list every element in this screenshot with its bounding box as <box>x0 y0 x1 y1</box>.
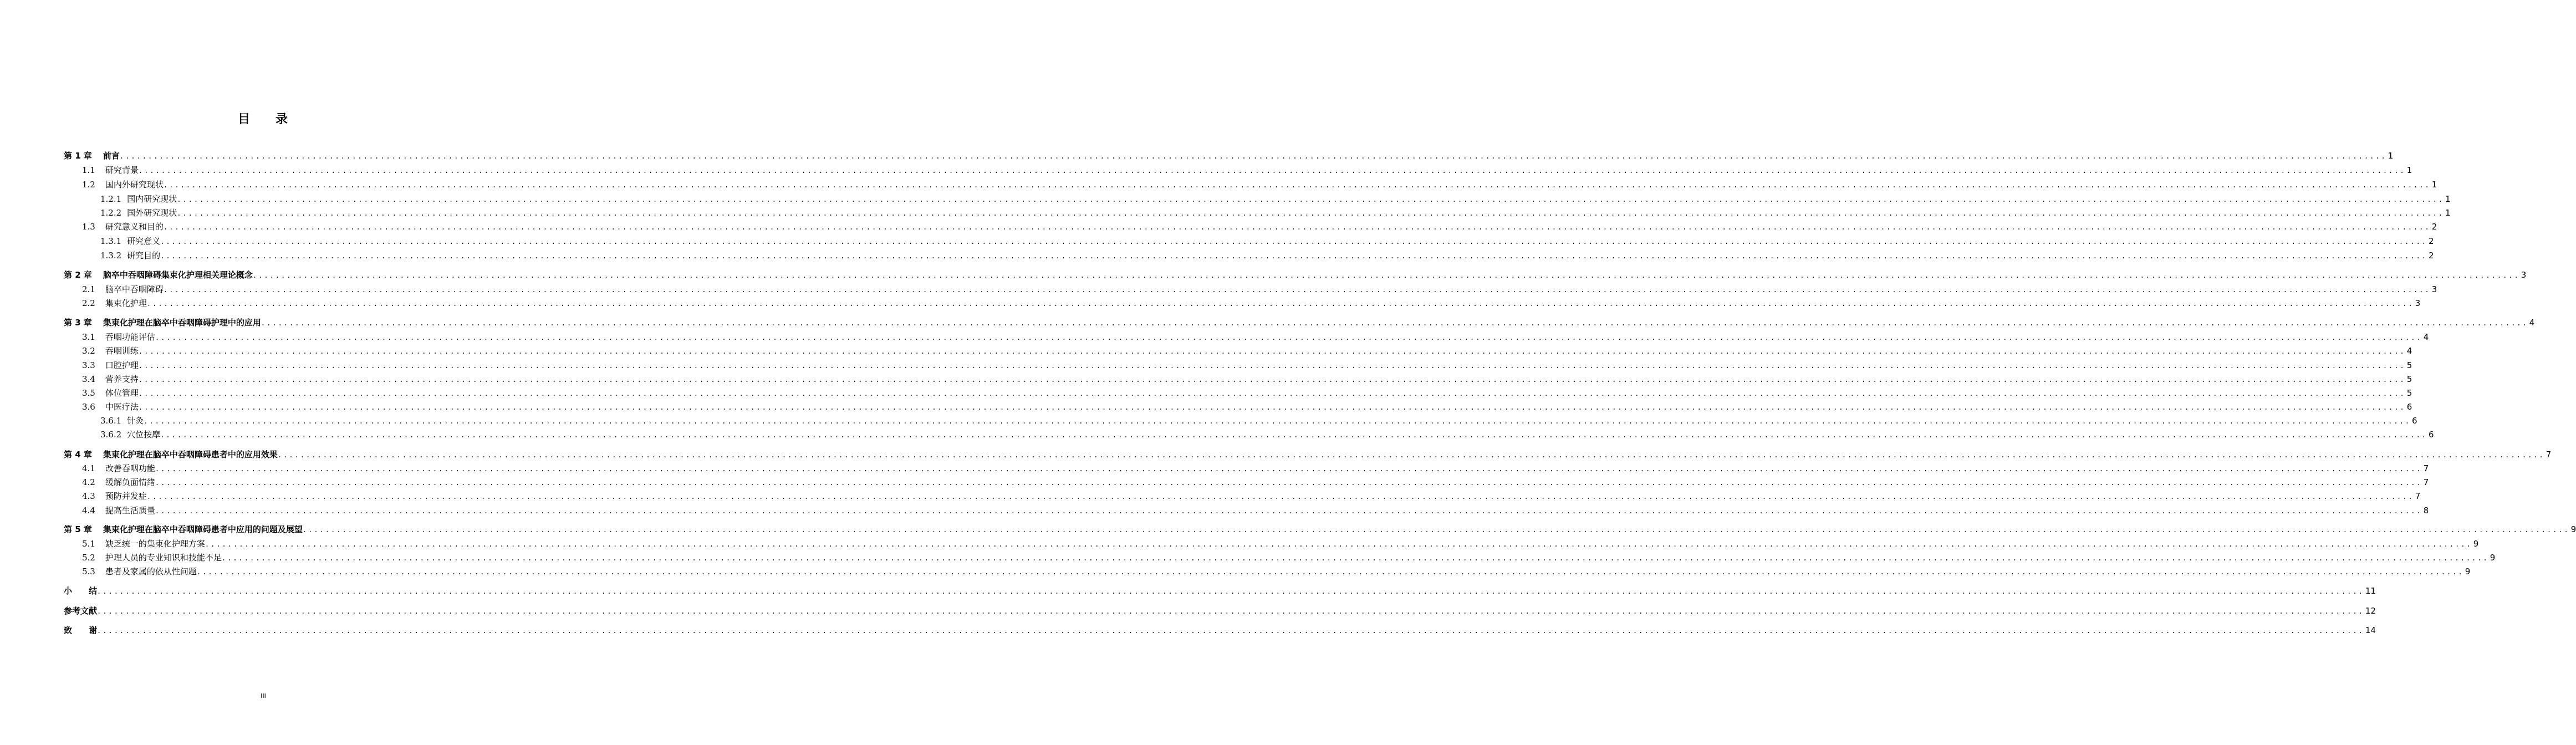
toc-entry-page: 5 <box>2406 374 2412 384</box>
toc-entry-page: 4 <box>2529 318 2535 328</box>
toc-entry-label: 护理人员的专业知识和技能不足 <box>105 553 222 563</box>
toc-entry[interactable] <box>64 538 2479 550</box>
toc-entry-number: 致 谢 <box>64 625 98 635</box>
toc-entry[interactable] <box>64 565 2471 578</box>
toc-entry[interactable] <box>64 164 2412 176</box>
toc-entry-number: 2.2 <box>82 298 95 308</box>
toc-dot-leader: ................................................................................................................................................................................................................................................................................................................................................................................................................ <box>155 334 2422 341</box>
toc-entry-label: 研究目的 <box>127 251 161 261</box>
toc-entry[interactable] <box>64 221 2437 233</box>
toc-entry[interactable] <box>64 235 2434 247</box>
toc-entry-label: 国内研究现状 <box>127 194 177 204</box>
toc-dot-leader: ................................................................................................................................................................................................................................................................................................................................................................................................................ <box>221 554 2489 562</box>
toc-entry-number: 第 3 章 <box>64 318 92 328</box>
toc-dot-leader: ................................................................................................................................................................................................................................................................................................................................................................................................................ <box>163 286 2431 294</box>
toc-entry-label: 前言 <box>103 151 120 161</box>
toc-entry-page: 9 <box>2570 524 2576 534</box>
toc-entry[interactable] <box>64 504 2429 517</box>
toc-dot-leader: ................................................................................................................................................................................................................................................................................................................................................................................................................ <box>146 300 2414 308</box>
toc-entry-number: 第 5 章 <box>64 524 92 534</box>
toc-entry-label: 集束化护理在脑卒中吞咽障碍患者中的应用效果 <box>103 450 278 460</box>
toc-entry-page: 2 <box>2429 251 2434 261</box>
toc-entry-number: 第 1 章 <box>64 151 92 161</box>
toc-entry-page: 14 <box>2365 625 2376 635</box>
toc-entry[interactable] <box>64 552 2496 564</box>
toc-entry-number: 3.6 <box>82 402 95 412</box>
toc-entry-number: 3.6.1 <box>100 416 122 426</box>
toc-entry-number: 4.1 <box>82 463 95 473</box>
toc-entry-page: 2 <box>2429 236 2434 246</box>
toc-dot-leader: ................................................................................................................................................................................................................................................................................................................................................................................................................ <box>177 210 2445 217</box>
toc-entry[interactable] <box>64 207 2451 219</box>
toc-entry[interactable] <box>64 269 2527 281</box>
toc-entry-number: 1.2 <box>82 180 95 190</box>
toc-entry-label: 吞咽功能评估 <box>105 332 155 342</box>
toc-entry-number: 1.1 <box>82 165 95 175</box>
toc-entry-label: 口腔护理 <box>105 360 139 370</box>
toc-dot-leader: ................................................................................................................................................................................................................................................................................................................................................................................................................ <box>119 152 2387 160</box>
toc-entry-page: 1 <box>2406 165 2412 175</box>
toc-entry[interactable] <box>64 415 2417 427</box>
toc-entry-number: 3.3 <box>82 360 95 370</box>
toc-entry-number: 2.1 <box>82 284 95 294</box>
toc-entry[interactable] <box>64 331 2429 343</box>
toc-entry-page: 4 <box>2423 332 2429 342</box>
toc-entry-number: 1.3 <box>82 222 95 232</box>
toc-dot-leader: ................................................................................................................................................................................................................................................................................................................................................................................................................ <box>138 362 2406 370</box>
toc-entry-page: 3 <box>2431 284 2437 294</box>
toc-entry-page: 6 <box>2412 416 2417 426</box>
toc-entry[interactable] <box>64 249 2434 262</box>
toc-entry[interactable] <box>64 585 2376 597</box>
toc-entry[interactable] <box>64 359 2412 371</box>
toc-dot-leader: ................................................................................................................................................................................................................................................................................................................................................................................................................ <box>302 526 2570 534</box>
toc-entry-page: 12 <box>2365 606 2376 616</box>
toc-entry[interactable] <box>64 150 2394 162</box>
toc-entry-number: 4.2 <box>82 477 95 487</box>
toc-entry-page: 8 <box>2423 506 2429 516</box>
toc-dot-leader: ................................................................................................................................................................................................................................................................................................................................................................................................................ <box>277 451 2545 459</box>
toc-entry[interactable] <box>64 283 2437 295</box>
page-title <box>0 110 527 127</box>
toc-entry-page: 11 <box>2365 586 2376 596</box>
toc-dot-leader: ................................................................................................................................................................................................................................................................................................................................................................................................................ <box>155 479 2422 487</box>
toc-dot-leader: ................................................................................................................................................................................................................................................................................................................................................................................................................ <box>177 196 2445 203</box>
toc-entry-page: 4 <box>2406 346 2412 356</box>
toc-entry[interactable] <box>64 624 2376 636</box>
toc-entry-number: 5.2 <box>82 553 95 563</box>
toc-dot-leader: ................................................................................................................................................................................................................................................................................................................................................................................................................ <box>252 272 2520 279</box>
toc-dot-leader: ................................................................................................................................................................................................................................................................................................................................................................................................................ <box>97 588 2364 595</box>
toc-entry-number: 4.4 <box>82 506 95 516</box>
toc-entry-number: 第 2 章 <box>64 270 92 280</box>
toc-entry[interactable] <box>64 476 2429 488</box>
toc-dot-leader: ................................................................................................................................................................................................................................................................................................................................................................................................................ <box>160 252 2428 260</box>
toc-entry-number: 3.4 <box>82 374 95 384</box>
toc-entry[interactable] <box>64 401 2412 413</box>
toc-entry-label: 国内外研究现状 <box>105 180 164 190</box>
toc-entry[interactable] <box>64 373 2412 385</box>
toc-dot-leader: ................................................................................................................................................................................................................................................................................................................................................................................................................ <box>138 167 2406 175</box>
toc-entry-label: 集束化护理在脑卒中吞咽障碍患者中应用的问题及展望 <box>103 524 303 534</box>
toc-entry[interactable] <box>64 345 2412 357</box>
toc-entry-page: 9 <box>2473 539 2479 549</box>
toc-entry-number: 4.3 <box>82 491 95 501</box>
toc-dot-leader: ................................................................................................................................................................................................................................................................................................................................................................................................................ <box>144 417 2411 425</box>
toc-entry-page: 7 <box>2546 450 2552 460</box>
toc-entry-label: 国外研究现状 <box>127 208 177 218</box>
toc-entry-label: 研究意义 <box>127 236 161 246</box>
title-char-1: 目 <box>237 113 251 126</box>
toc-entry-label: 缺乏统一的集束化护理方案 <box>105 539 205 549</box>
toc-dot-leader: ................................................................................................................................................................................................................................................................................................................................................................................................................ <box>97 608 2364 615</box>
toc-entry[interactable] <box>64 387 2412 399</box>
toc-entry-label: 集束化护理在脑卒中吞咽障碍护理中的应用 <box>103 318 261 328</box>
toc-entry-page: 5 <box>2406 388 2412 398</box>
toc-entry-page: 7 <box>2415 491 2421 501</box>
toc-entry-label: 吞咽训练 <box>105 346 139 356</box>
toc-entry-number: 3.1 <box>82 332 95 342</box>
toc-entry-page: 9 <box>2465 567 2471 576</box>
toc-entry-page: 9 <box>2490 553 2496 563</box>
toc-entry-label: 患者及家属的依从性问题 <box>105 567 197 576</box>
toc-entry-page: 3 <box>2521 270 2527 280</box>
toc-dot-leader: ................................................................................................................................................................................................................................................................................................................................................................................................................ <box>138 390 2406 397</box>
toc-entry[interactable] <box>64 462 2429 474</box>
toc-entry-page: 2 <box>2431 222 2437 232</box>
title-char-2: 录 <box>276 113 289 126</box>
toc-entry-label: 脑卒中吞咽障碍集束化护理相关理论概念 <box>103 270 253 280</box>
toc-entry-label: 针灸 <box>127 416 144 426</box>
toc-entry-number: 1.2.1 <box>100 194 122 204</box>
toc-entry-page: 1 <box>2388 151 2394 161</box>
toc-dot-leader: ................................................................................................................................................................................................................................................................................................................................................................................................................ <box>155 507 2422 515</box>
toc-entry-number: 小 结 <box>64 586 98 596</box>
toc-entry-page: 1 <box>2445 194 2451 204</box>
toc-dot-leader: ................................................................................................................................................................................................................................................................................................................................................................................................................ <box>146 493 2414 501</box>
toc-dot-leader: ................................................................................................................................................................................................................................................................................................................................................................................................................ <box>97 627 2364 635</box>
toc-dot-leader: ................................................................................................................................................................................................................................................................................................................................................................................................................ <box>138 376 2406 384</box>
toc-entry-page: 3 <box>2415 298 2421 308</box>
toc-entry-number: 1.3.2 <box>100 251 122 261</box>
toc-entry[interactable] <box>64 193 2451 205</box>
toc-entry-label: 穴位按摩 <box>127 430 161 440</box>
toc-entry-page: 1 <box>2431 180 2437 190</box>
toc-entry-number: 5.1 <box>82 539 95 549</box>
toc-entry-number: 3.6.2 <box>100 430 122 440</box>
toc-dot-leader: ................................................................................................................................................................................................................................................................................................................................................................................................................ <box>163 181 2431 189</box>
toc-dot-leader: ................................................................................................................................................................................................................................................................................................................................................................................................................ <box>196 568 2464 576</box>
toc-entry-label: 营养支持 <box>105 374 139 384</box>
toc-dot-leader: ................................................................................................................................................................................................................................................................................................................................................................................................................ <box>163 223 2431 231</box>
toc-entry-label: 研究意义和目的 <box>105 222 164 232</box>
toc-dot-leader: ................................................................................................................................................................................................................................................................................................................................................................................................................ <box>138 348 2406 355</box>
toc-entry[interactable] <box>64 605 2376 617</box>
toc-dot-leader: ................................................................................................................................................................................................................................................................................................................................................................................................................ <box>261 319 2528 327</box>
toc-entry-page: 5 <box>2406 360 2412 370</box>
toc-entry-number: 参考文献 <box>64 606 98 616</box>
toc-entry-page: 6 <box>2429 430 2434 440</box>
toc-entry[interactable] <box>64 490 2421 502</box>
toc-entry-number: 1.3.1 <box>100 236 122 246</box>
toc-dot-leader: ................................................................................................................................................................................................................................................................................................................................................................................................................ <box>205 540 2472 548</box>
toc-dot-leader: ................................................................................................................................................................................................................................................................................................................................................................................................................ <box>160 431 2428 439</box>
toc-entry-label: 改善吞咽功能 <box>105 463 155 473</box>
toc-entry-page: 1 <box>2445 208 2451 218</box>
toc-entry[interactable] <box>64 523 2576 535</box>
toc-entry-label: 脑卒中吞咽障碍 <box>105 284 164 294</box>
toc-entry-label: 集束化护理 <box>105 298 147 308</box>
toc-entry-page: 6 <box>2406 402 2412 412</box>
toc-entry[interactable] <box>64 297 2421 309</box>
toc-entry-label: 提高生活质量 <box>105 506 155 516</box>
toc-entry-number: 3.5 <box>82 388 95 398</box>
toc-entry-number: 5.3 <box>82 567 95 576</box>
toc-entry-label: 研究背景 <box>105 165 139 175</box>
toc-entry[interactable] <box>64 428 2434 441</box>
toc-dot-leader: ................................................................................................................................................................................................................................................................................................................................................................................................................ <box>155 465 2422 473</box>
toc-entry-number: 第 4 章 <box>64 450 92 460</box>
toc-entry-page: 7 <box>2423 477 2429 487</box>
toc-entry-label: 缓解负面情绪 <box>105 477 155 487</box>
toc-entry[interactable] <box>64 317 2535 329</box>
toc-entry-label: 中医疗法 <box>105 402 139 412</box>
toc-entry[interactable] <box>64 448 2552 461</box>
toc-entry[interactable] <box>64 178 2437 191</box>
toc-dot-leader: ................................................................................................................................................................................................................................................................................................................................................................................................................ <box>160 238 2428 246</box>
toc-entry-number: 1.2.2 <box>100 208 122 218</box>
toc-entry-number: 3.2 <box>82 346 95 356</box>
toc-dot-leader: ................................................................................................................................................................................................................................................................................................................................................................................................................ <box>138 404 2406 411</box>
page-number-footer: III <box>261 692 266 700</box>
toc-entry-page: 7 <box>2423 463 2429 473</box>
toc-entry-label: 预防并发症 <box>105 491 147 501</box>
toc-entry-label: 体位管理 <box>105 388 139 398</box>
